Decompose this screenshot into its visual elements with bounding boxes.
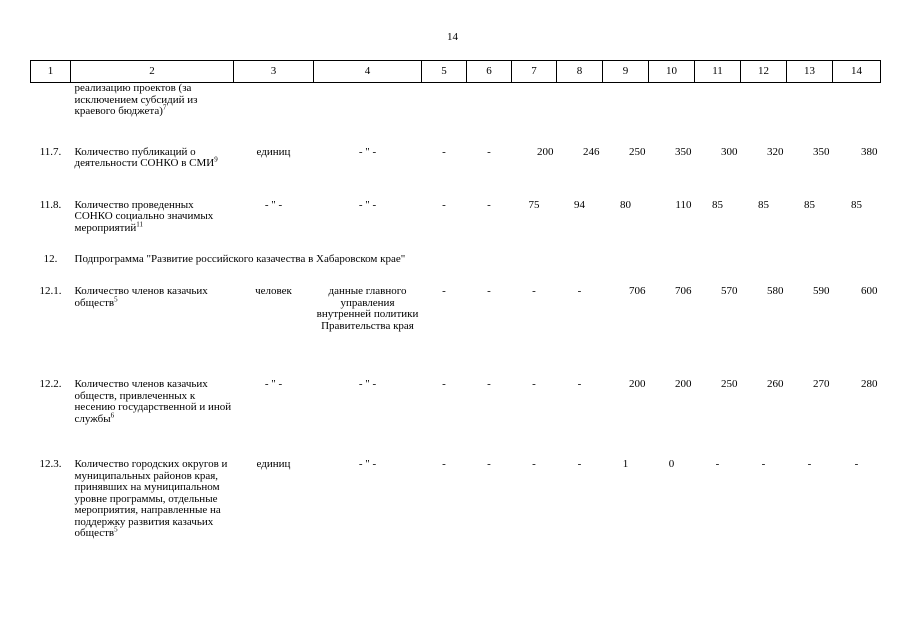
column-header: 3	[234, 61, 314, 83]
section-title: Подпрограмма "Развитие российского казачества в Хабаровском крае"	[74, 253, 406, 265]
footnote-ref: 6	[110, 410, 115, 419]
value-cell	[467, 83, 512, 127]
value-cell	[603, 83, 649, 127]
value-cell: -	[532, 458, 536, 470]
value-cell: 85	[804, 198, 815, 211]
column-header: 12	[741, 61, 787, 83]
data-source: - " -	[358, 198, 377, 211]
value-cell: 260	[767, 378, 784, 390]
indicator-name-text: Количество публикаций о деятельности СОНКО в СМИ	[74, 145, 215, 169]
unit: - " -	[264, 378, 283, 390]
table-body	[31, 83, 881, 540]
value-cell: 706	[675, 285, 692, 297]
value-cell: 600	[861, 285, 878, 297]
value-cell	[649, 83, 695, 127]
column-header: 10	[649, 61, 695, 83]
row-number: 12.3.	[39, 458, 62, 470]
page-number: 14	[447, 31, 458, 43]
value-cell: 350	[675, 145, 692, 158]
value-cell: -	[577, 285, 582, 297]
value-cell: -	[807, 458, 812, 470]
value-cell: 0	[668, 458, 675, 470]
column-header: 5	[422, 61, 467, 83]
value-cell	[512, 83, 557, 127]
value-cell: 200	[537, 145, 554, 158]
value-cell: -	[442, 198, 446, 211]
data-source: - " -	[358, 458, 377, 470]
value-cell: 320	[767, 145, 784, 158]
table-row	[31, 359, 881, 439]
row-number: 12.2.	[39, 378, 62, 390]
indicator-name-text: Количество городских округов и муниципальных районов края, принявших на муниципальном уровне программы, отдельные мероприятия, направленные на поддержку развития казачьих обществ	[74, 458, 228, 539]
value-cell: -	[761, 458, 766, 470]
value-cell: 250	[629, 145, 646, 158]
value-cell: -	[487, 198, 491, 211]
value-cell: 300	[721, 145, 738, 158]
footnote-ref: 5	[114, 525, 118, 534]
footnote-ref: 11	[136, 219, 144, 228]
value-cell: -	[487, 145, 491, 158]
unit: человек	[255, 285, 292, 297]
value-cell: 706	[629, 285, 646, 297]
indicators-table	[30, 60, 881, 540]
footnote-ref: 7	[162, 103, 167, 112]
table-row	[31, 439, 881, 540]
indicator-name-text: Количество членов казачьих обществ, привлеченных к несению государственной и иной службы	[74, 378, 232, 425]
unit: единиц	[256, 458, 291, 470]
value-cell: -	[487, 378, 491, 390]
column-header: 6	[467, 61, 512, 83]
indicator-name-text: реализацию проектов (за исключением субсидий из краевого бюджета)	[74, 82, 198, 117]
value-cell: 270	[813, 378, 830, 390]
value-cell: 1	[622, 458, 629, 470]
unit: - " -	[264, 198, 283, 211]
value-cell: 200	[675, 378, 692, 390]
indicator-name	[71, 83, 234, 127]
value-cell: 350	[813, 145, 830, 158]
column-header: 11	[695, 61, 741, 83]
value-cell: -	[442, 285, 446, 297]
value-cell: 75	[528, 198, 540, 211]
value-cell	[695, 83, 741, 127]
value-cell: 580	[767, 285, 784, 297]
header-row	[31, 61, 881, 83]
value-cell: 280	[861, 378, 878, 390]
value-cell: 250	[721, 378, 738, 390]
value-cell: 80	[620, 198, 631, 211]
data-source	[314, 83, 422, 127]
column-header: 1	[31, 61, 71, 83]
table-header	[31, 61, 881, 83]
data-source: данные главного управления внутренней политики Правительства края	[316, 285, 419, 332]
value-cell: 110	[675, 198, 692, 211]
value-cell: 570	[721, 285, 738, 297]
value-cell: -	[532, 285, 536, 297]
data-source: - " -	[358, 378, 377, 390]
unit: единиц	[256, 145, 291, 158]
value-cell: -	[577, 378, 582, 390]
row-number: 11.7.	[39, 145, 62, 158]
value-cell: -	[442, 145, 446, 158]
indicator-name	[71, 266, 234, 359]
data-source: - " -	[358, 145, 377, 158]
column-header: 13	[787, 61, 833, 83]
value-cell: -	[532, 378, 536, 390]
row-number	[31, 83, 71, 127]
indicator-name	[71, 180, 234, 235]
value-cell: -	[487, 458, 491, 470]
value-cell: 200	[629, 378, 646, 390]
value-cell: 380	[861, 145, 878, 158]
value-cell	[833, 83, 881, 127]
table-row	[31, 266, 881, 359]
indicator-name	[71, 127, 234, 180]
row-number: 12.	[43, 253, 58, 265]
value-cell: -	[577, 458, 582, 470]
indicator-name	[71, 359, 234, 439]
value-cell: 85	[712, 198, 723, 211]
unit	[234, 83, 314, 127]
column-header: 8	[557, 61, 603, 83]
value-cell	[787, 83, 833, 127]
table-row	[31, 127, 881, 180]
indicator-name-text: Количество проведенных СОНКО социально значимых мероприятий	[74, 198, 214, 234]
value-cell: -	[715, 458, 720, 470]
value-cell: 94	[574, 198, 585, 211]
value-cell: 246	[583, 145, 600, 158]
table-row	[31, 180, 881, 235]
value-cell	[422, 83, 467, 127]
value-cell: 85	[758, 198, 769, 211]
footnote-ref: 9	[214, 155, 218, 164]
column-header: 2	[71, 61, 234, 83]
value-cell: -	[442, 458, 446, 470]
value-cell: -	[442, 378, 446, 390]
row-number: 12.1.	[39, 285, 62, 297]
section-row	[31, 234, 881, 266]
value-cell: 85	[851, 198, 862, 211]
column-header: 7	[512, 61, 557, 83]
value-cell: -	[487, 285, 491, 297]
column-header: 4	[314, 61, 422, 83]
row-number: 11.8.	[39, 198, 62, 211]
value-cell	[741, 83, 787, 127]
footnote-ref: 5	[114, 294, 118, 303]
table-row	[31, 83, 881, 127]
value-cell	[557, 83, 603, 127]
column-header: 14	[833, 61, 881, 83]
indicator-name	[71, 439, 234, 540]
indicator-name-text: Количество членов казачьих обществ	[74, 285, 208, 309]
value-cell: -	[854, 458, 859, 470]
column-header: 9	[603, 61, 649, 83]
value-cell: 590	[813, 285, 830, 297]
